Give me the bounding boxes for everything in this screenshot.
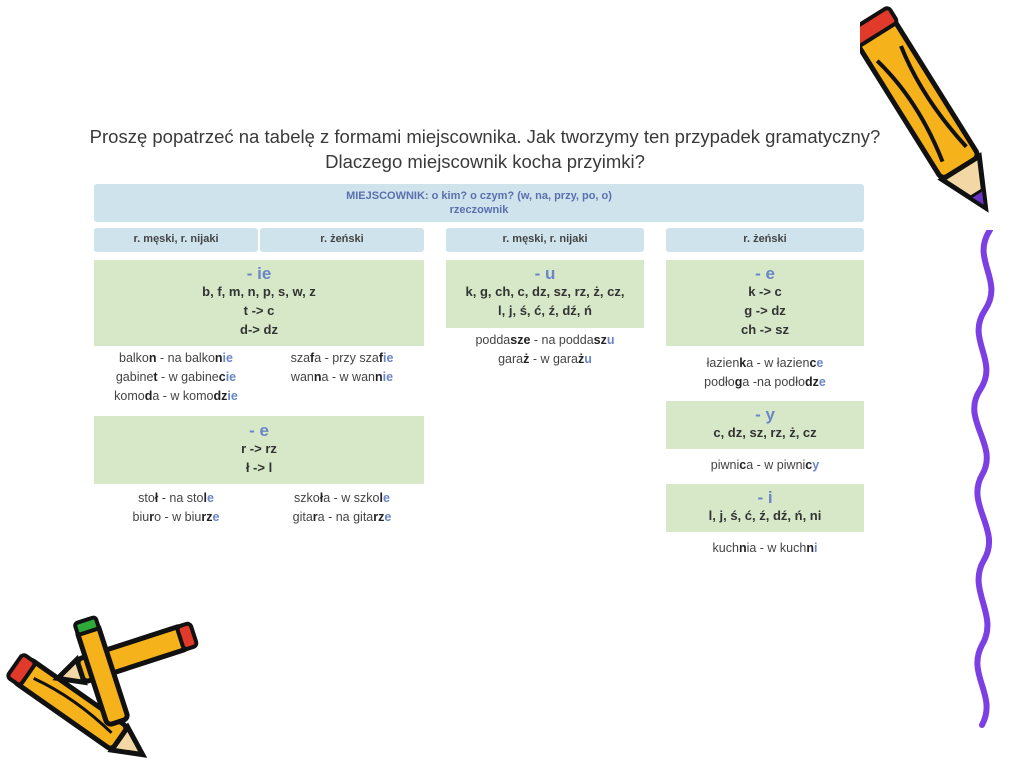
rule-e-fem-2: g -> dz bbox=[744, 303, 786, 318]
examples-ie-masc bbox=[94, 349, 258, 406]
suffix-i: - i bbox=[757, 488, 773, 507]
examples-e-fem2 bbox=[260, 489, 424, 527]
header-col-2: r. żeński bbox=[260, 228, 424, 252]
rule-e-masc-1: r -> rz bbox=[241, 441, 277, 456]
table-title-line-2: rzeczownik bbox=[449, 204, 509, 216]
heading-line-1: Proszę popatrzeć na tabelę z formami miejscownika. Jak tworzymy ten przypadek gramatyczny? bbox=[89, 126, 881, 147]
pencil-icon bbox=[860, 0, 1010, 250]
example-wanna: wanna - w wannie bbox=[290, 370, 394, 384]
suffix-e-fem: - e bbox=[755, 264, 775, 283]
example-lazienka: łazienka - w łazience bbox=[706, 356, 824, 370]
suffix-u: - u bbox=[534, 264, 556, 283]
rule-y-1: c, dz, sz, rz, ż, cz bbox=[713, 425, 817, 440]
block-i bbox=[666, 484, 864, 532]
examples-e-fem bbox=[666, 354, 864, 392]
rule-i-1: l, j, ś, ć, ź, dź, ń, ni bbox=[708, 508, 822, 523]
example-balkon: balkon - na balkonie bbox=[119, 351, 233, 365]
suffix-ie: - ie bbox=[246, 264, 272, 283]
examples-u bbox=[446, 331, 644, 369]
rule-u-1: k, g, ch, c, dz, sz, rz, ż, cz, bbox=[465, 284, 625, 299]
example-stol: stoł - na stole bbox=[138, 491, 214, 505]
example-poddasze: poddasze - na poddaszu bbox=[475, 333, 615, 347]
examples-ie-fem bbox=[260, 349, 424, 387]
heading-line-2: Dlaczego miejscownik kocha przyimki? bbox=[325, 151, 645, 172]
block-e-fem bbox=[666, 260, 864, 346]
examples-i bbox=[666, 539, 864, 558]
example-gitara: gitara - na gitarze bbox=[292, 510, 392, 524]
example-szkola: szkoła - w szkole bbox=[294, 491, 390, 505]
example-piwnica: piwnica - w piwnicy bbox=[710, 458, 820, 472]
examples-e-masc bbox=[94, 489, 258, 527]
squiggle-border-decoration bbox=[960, 230, 1024, 730]
example-gabinet: gabinet - w gabinecie bbox=[115, 370, 237, 384]
rule-e-fem-3: ch -> sz bbox=[740, 322, 790, 337]
example-kuchnia: kuchnia - w kuchni bbox=[712, 541, 818, 555]
rule-ie-1: b, f, m, n, p, s, w, z bbox=[202, 284, 316, 299]
table-title-line-1: MIEJSCOWNIK: o kim? o czym? (w, na, przy, po, o) bbox=[346, 190, 612, 202]
rule-u-2: l, j, ś, ć, ź, dź, ń bbox=[498, 303, 592, 318]
pencils-icon bbox=[0, 610, 220, 760]
block-ie bbox=[94, 260, 424, 346]
rule-ie-3: d-> dz bbox=[240, 322, 278, 337]
block-u bbox=[446, 260, 644, 328]
rule-ie-2: t -> c bbox=[243, 303, 275, 318]
example-garaz: garaż - w garażu bbox=[498, 352, 592, 366]
header-col-1: r. męski, r. nijaki bbox=[94, 228, 258, 252]
examples-y bbox=[666, 456, 864, 475]
example-komoda: komoda - w komodzie bbox=[114, 389, 238, 403]
rule-e-fem-1: k -> c bbox=[748, 284, 782, 299]
example-szafa: szafa - przy szafie bbox=[290, 351, 394, 365]
example-biuro: biuro - w biurze bbox=[132, 510, 220, 524]
header-col-3: r. męski, r. nijaki bbox=[446, 228, 644, 252]
rule-e-masc-2: ł -> l bbox=[245, 460, 273, 475]
block-y bbox=[666, 401, 864, 449]
example-podloga: podłoga -na podłodze bbox=[704, 375, 826, 389]
table-title bbox=[94, 184, 864, 222]
header-col-4: r. żeński bbox=[666, 228, 864, 252]
block-e-masc bbox=[94, 416, 424, 484]
suffix-e-masc: - e bbox=[249, 421, 269, 440]
suffix-y: - y bbox=[755, 405, 775, 424]
